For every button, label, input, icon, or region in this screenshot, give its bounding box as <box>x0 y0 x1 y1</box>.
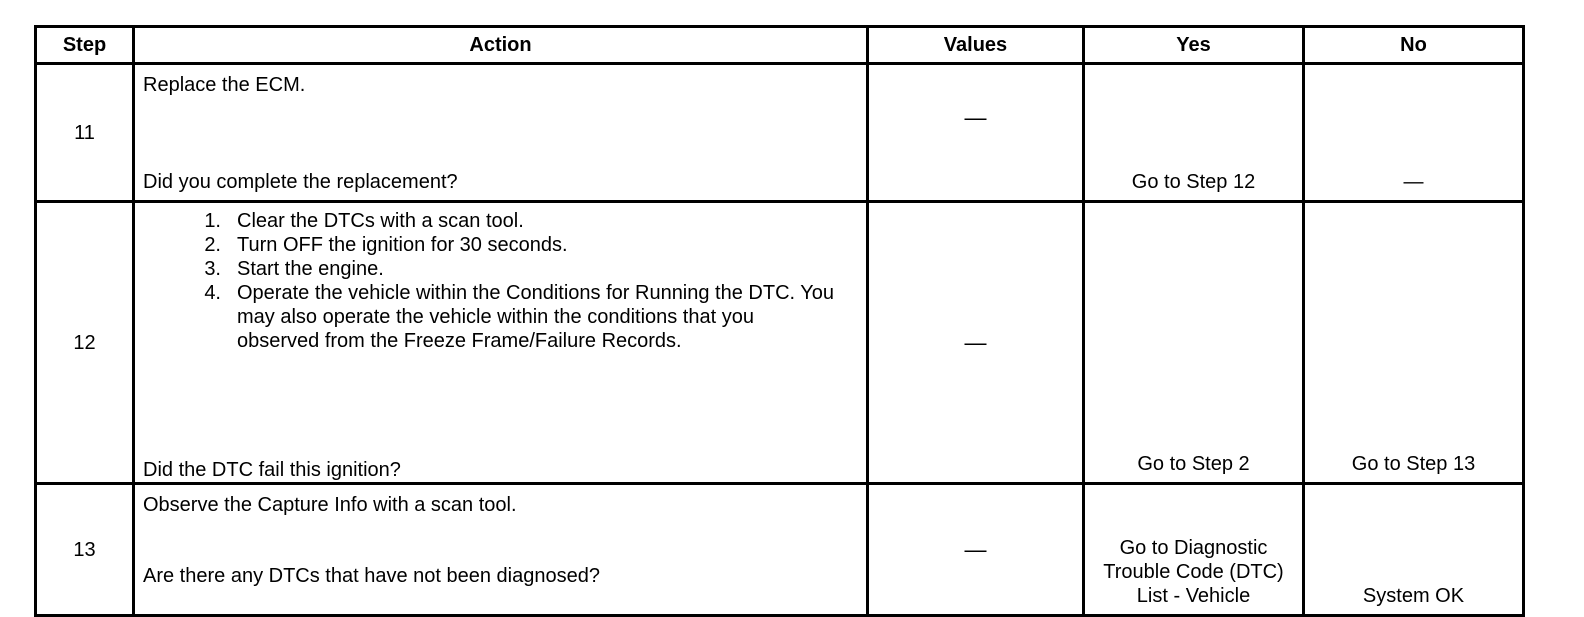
action-cell <box>134 64 868 202</box>
yes-cell: Go to Step 12 <box>1084 64 1304 202</box>
yes-cell: Go to Step 2 <box>1084 202 1304 484</box>
step-number: 13 <box>36 484 134 616</box>
list-item-text: Turn OFF the ignition for 30 seconds. <box>237 234 568 256</box>
list-item <box>143 257 866 281</box>
step-number: 12 <box>36 202 134 484</box>
header-values: Values <box>868 27 1084 64</box>
list-item <box>143 209 866 233</box>
table-row-step-13 <box>36 484 1524 616</box>
values-cell: — <box>868 202 1084 484</box>
list-item-number: 3. <box>204 258 221 280</box>
table-row-step-12 <box>36 202 1524 484</box>
header-action: Action <box>134 27 868 64</box>
list-item <box>143 233 866 257</box>
header-yes: Yes <box>1084 27 1304 64</box>
yes-cell: Go to Diagnostic Trouble Code (DTC) List - Vehicle <box>1084 484 1304 616</box>
no-cell: Go to Step 13 <box>1304 202 1524 484</box>
list-item-text: Operate the vehicle within the Conditions for Running the DTC. You may also operate the vehicle within the conditions that you observed from the Freeze Frame/Failure Records. <box>237 282 835 352</box>
diagnostic-table <box>34 25 1525 617</box>
values-cell: — <box>868 484 1084 616</box>
header-row <box>36 27 1524 64</box>
header-no: No <box>1304 27 1524 64</box>
values-cell: — <box>868 64 1084 202</box>
no-cell: — <box>1304 64 1524 202</box>
list-item-text: Start the engine. <box>237 258 384 280</box>
table-row-step-11 <box>36 64 1524 202</box>
action-question: Did the DTC fail this ignition? <box>143 459 401 481</box>
action-instruction: Observe the Capture Info with a scan tool. <box>143 494 517 516</box>
action-question: Did you complete the replacement? <box>143 171 458 193</box>
list-item <box>143 281 866 353</box>
no-cell: System OK <box>1304 484 1524 616</box>
action-question: Are there any DTCs that have not been diagnosed? <box>143 565 600 587</box>
action-cell <box>134 202 868 484</box>
action-instruction: Replace the ECM. <box>143 74 306 96</box>
list-item-number: 1. <box>204 210 221 232</box>
action-cell <box>134 484 868 616</box>
procedure-list <box>143 209 866 353</box>
list-item-number: 4. <box>204 282 221 304</box>
header-step: Step <box>36 27 134 64</box>
step-number: 11 <box>36 64 134 202</box>
list-item-text: Clear the DTCs with a scan tool. <box>237 210 524 232</box>
list-item-number: 2. <box>204 234 221 256</box>
